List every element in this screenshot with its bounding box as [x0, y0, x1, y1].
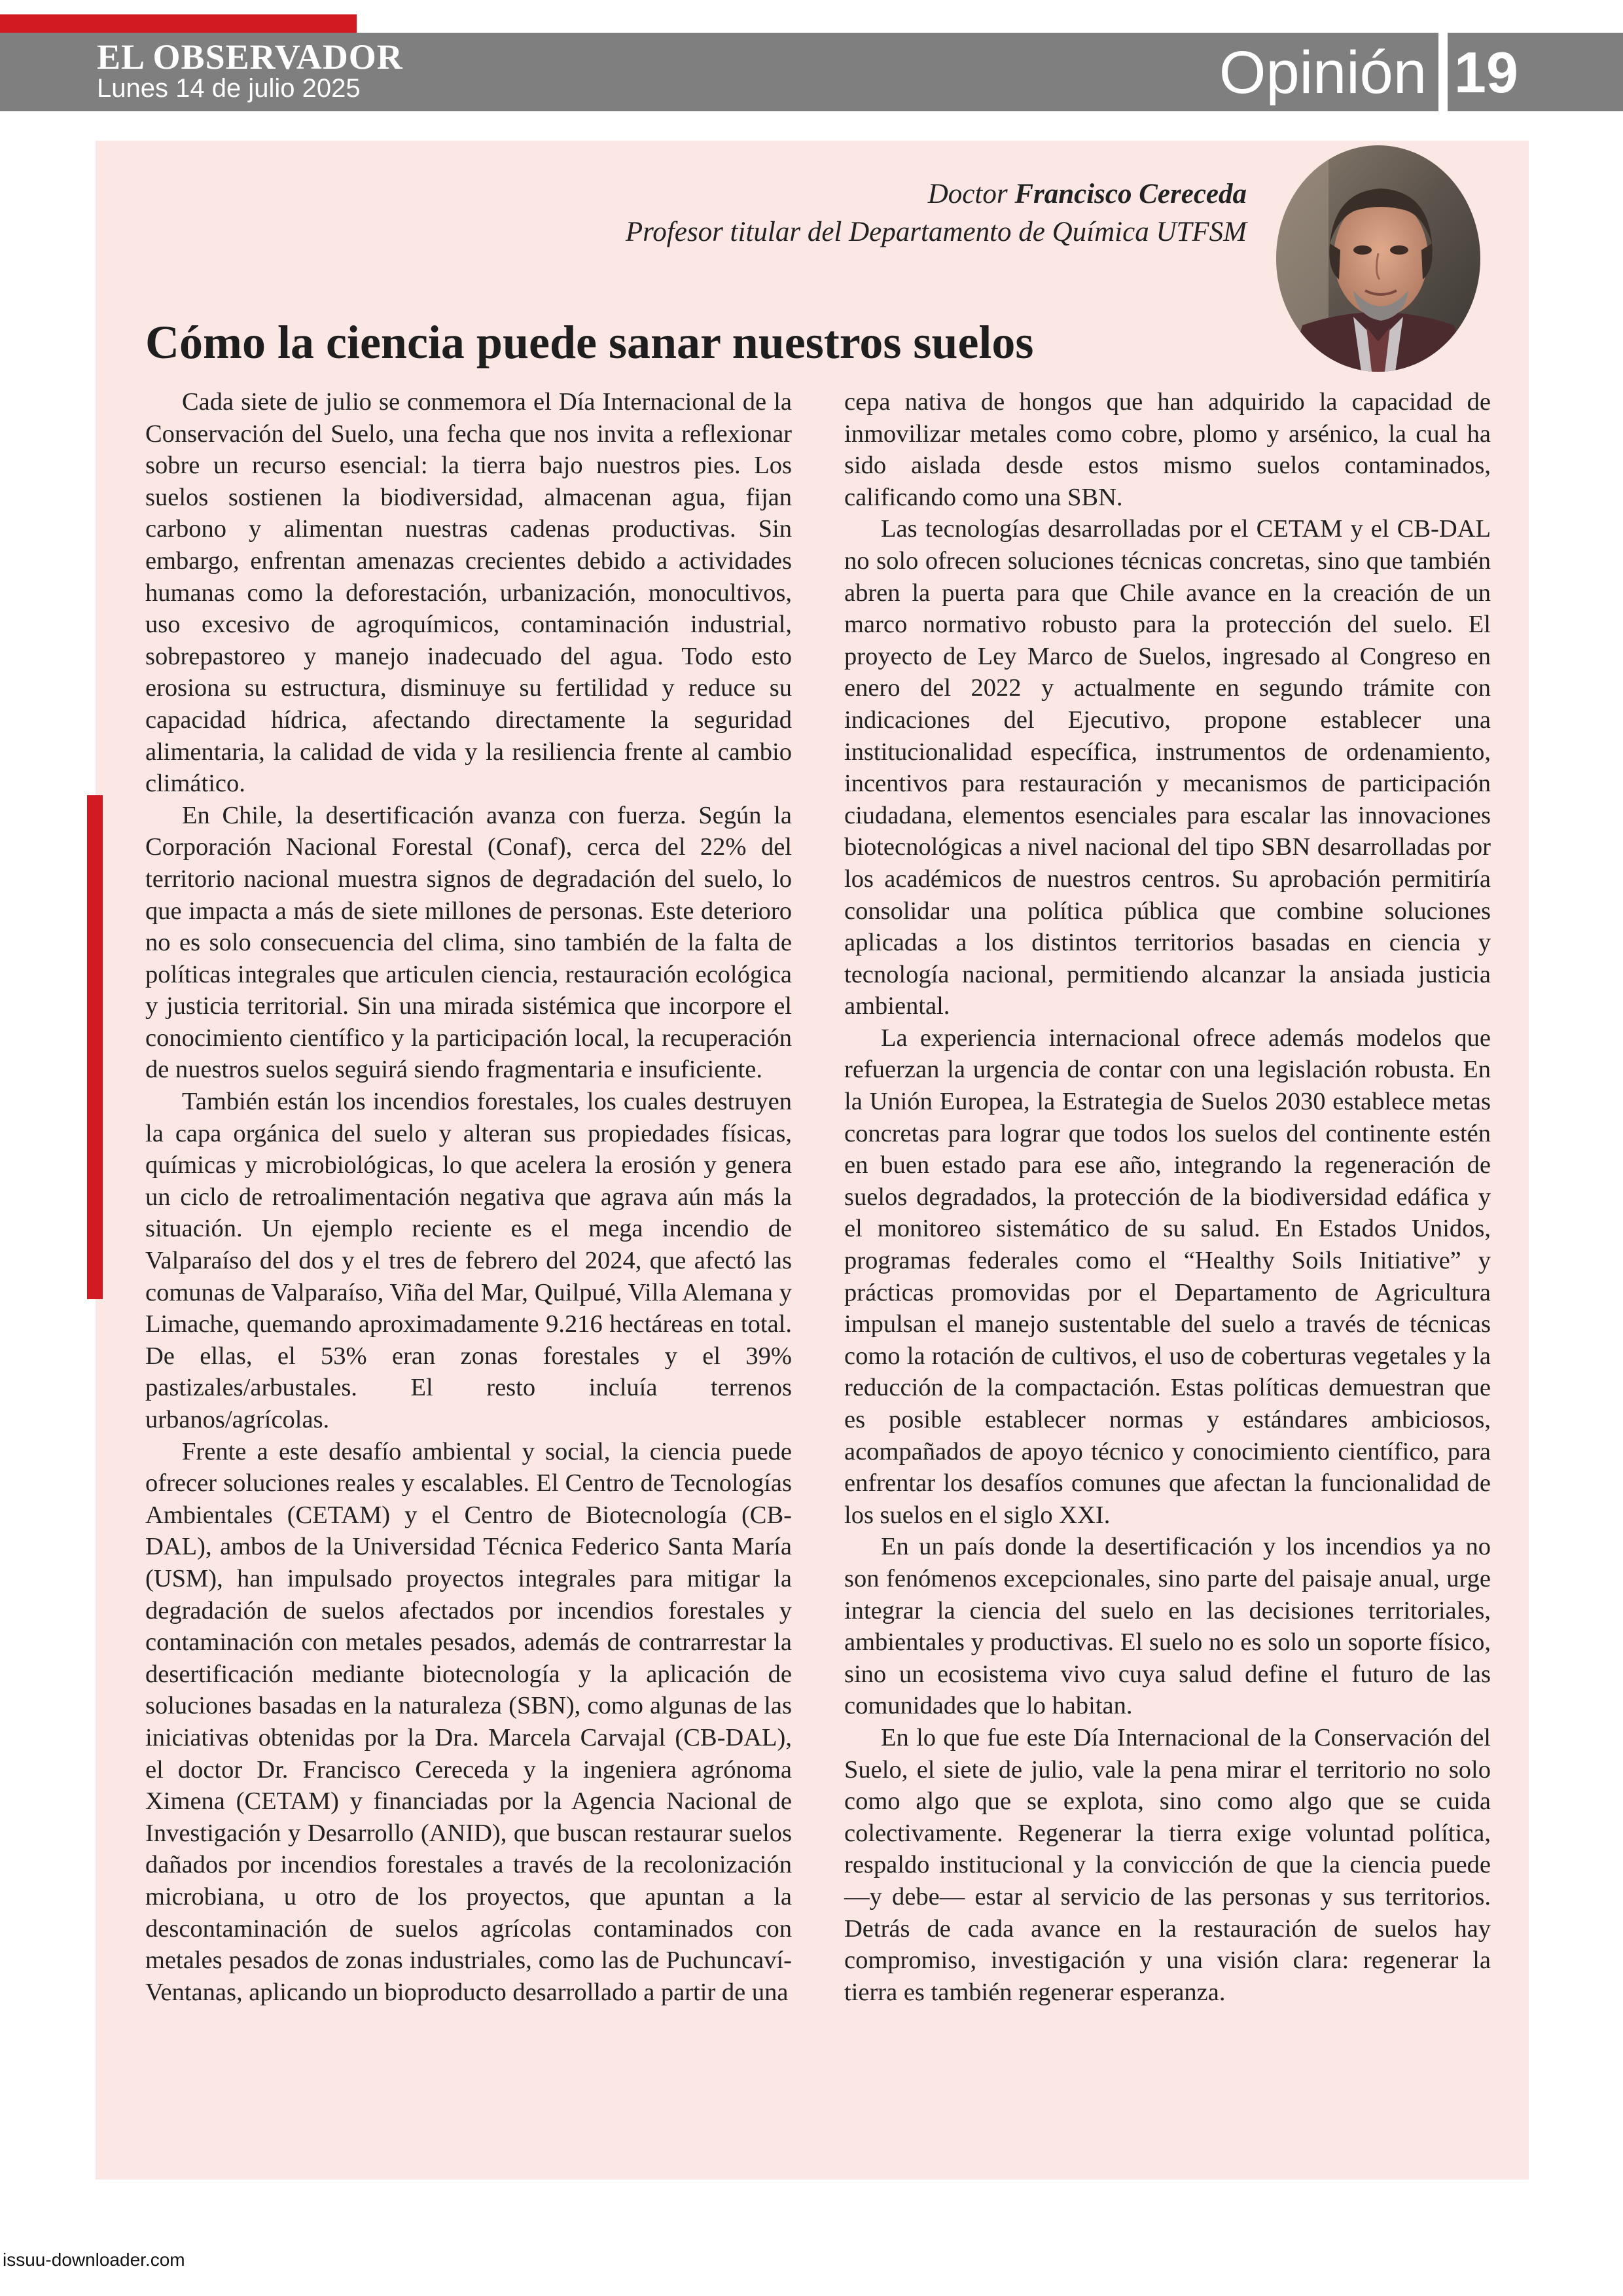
author-portrait-image — [1276, 145, 1480, 372]
author-position: Profesor titular del Departamento de Química UTFSM — [625, 217, 1247, 247]
author-portrait — [1276, 145, 1480, 372]
article-column-left — [145, 386, 792, 2008]
author-name: Francisco Cereceda — [1014, 179, 1247, 209]
article-paragraph: También están los incendios forestales, los cuales destruyen la capa orgánica del suelo y alteran sus propiedades físicas, químicas y microbiológicas, lo que acelera la erosión y genera un ciclo de retroalimentación negativa que agrava aún más la situación. Un ejemplo reciente es el mega incendio de Valparaíso del dos y el tres de febrero del 2024, que afectó las comunas de Valparaíso, Viña del Mar, Quilpué, Villa Alemana y Limache, quemando aproximadamente 9.216 hectáreas en total. De ellas, el 53% eran zonas forestales y el 39% pastizales/arbustales. El resto incluía terrenos urbanos/agrícolas. — [145, 1088, 792, 1433]
section-name: Opinión — [1219, 39, 1427, 106]
article-paragraph: En lo que fue este Día Internacional de la Conservación del Suelo, el siete de julio, vale la pena mirar el territorio no solo como algo que se explota, sino como algo que se cuida colectivamente. Regenerar la tierra exige voluntad política, respaldo institucional y la convicción de que la ciencia puede —y debe— estar al servicio de las personas y sus territorios. Detrás de cada avance en la restauración de suelos hay compromiso, investigación y una visión clara: regenerar la tierra es también regenerar esperanza. — [844, 1723, 1491, 2006]
article-paragraph-continuation: cepa nativa de hongos que han adquirido la capacidad de inmovilizar metales como cobre, plomo y arsénico, la cual ha sido aislada desde estos mismo suelos contaminados, calificando como una SBN. — [844, 388, 1491, 511]
article-paragraph: La experiencia internacional ofrece además modelos que refuerzan la urgencia de contar con una legislación robusta. En la Unión Europea, la Estrategia de Suelos 2030 establece metas concretas para lograr que todos los suelos del continente estén en buen estado para ese año, integrando la regeneración de suelos degradados, la protección de la biodiversidad edáfica y el monitoreo sistemático de su salud. En Estados Unidos, programas federales como el “Healthy Soils Initiative” y prácticas promovidas por el Departamento de Agricultura impulsan el manejo sustentable del suelo a través de técnicas como la rotación de cultivos, el uso de coberturas vegetales y la reducción de la compactación. Estas políticas demuestran que es posible establecer normas y estándares ambiciosos, acompañados de apoyo técnico y conocimiento científico, para enfrentar los desafíos comunes que afectan la funcionalidad de los suelos en el siglo XXI. — [844, 1024, 1491, 1529]
author-prefix: Doctor — [927, 179, 1008, 209]
header-accent-line — [0, 14, 357, 33]
article-headline: Cómo la ciencia puede sanar nuestros suelos — [145, 316, 1034, 368]
source-watermark: issuu-downloader.com — [3, 2250, 185, 2270]
article-paragraph: En Chile, la desertificación avanza con fuerza. Según la Corporación Nacional Forestal (Conaf), cerca del 22% del territorio nacional muestra signos de degradación del suelo, lo que impacta a más de siete millones de personas. Este deterioro no es solo consecuencia del clima, sino también de la falta de políticas integrales que articulen ciencia, restauración ecológica y justicia territorial. Sin una mirada sistémica que incorpore el conocimiento científico y la participación local, la recuperación de nuestros suelos seguirá siendo fragmentaria e insuficiente. — [145, 801, 792, 1084]
article-paragraph: Frente a este desafío ambiental y social, la ciencia puede ofrecer soluciones reales y escalables. El Centro de Tecnologías Ambientales (CETAM) y el Centro de Biotecnología (CB-DAL), ambos de la Universidad Técnica Federico Santa María (USM), han impulsado proyectos integrales para mitigar la degradación de suelos afectados por incendios forestales y contaminación con metales pesados, además de contrarrestar la desertificación mediante biotecnología y la aplicación de soluciones basadas en la naturaleza (SBN), como algunas de las iniciativas obtenidas por la Dra. Marcela Carvajal (CB-DAL), el doctor Dr. Francisco Cereceda y la ingeniera agrónoma Ximena (CETAM) y financiadas por la Agencia Nacional de Investigación y Desarrollo (ANID), que buscan restaurar suelos dañados por incendios forestales a través de la recolonización microbiana, u otro de los proyectos, que apuntan a la descontaminación de suelos agrícolas contaminados con metales pesados de zonas industriales, como las de Puchuncaví-Ventanas, aplicando un bioproducto desarrollado a partir de una — [145, 1437, 792, 2006]
article-column-right — [844, 386, 1491, 2008]
page-number: 19 — [1454, 40, 1518, 105]
author-byline — [626, 175, 1247, 251]
issue-date: Lunes 14 de julio 2025 — [97, 74, 361, 103]
page-number-divider — [1438, 33, 1448, 111]
side-accent-bar — [87, 795, 103, 1299]
article-paragraph: Las tecnologías desarrolladas por el CETAM y el CB-DAL no solo ofrecen soluciones técnicas concretas, sino que también abren la puerta para que Chile avance en la creación de un marco normativo robusto para la protección del suelo. El proyecto de Ley Marco de Suelos, ingresado al Congreso en enero del 2022 y actualmente en segundo trámite con indicaciones del Ejecutivo, propone establecer una institucionalidad específica, instrumentos de ordenamiento, incentivos para restauración y mecanismos de participación ciudadana, elementos esenciales para escalar las innovaciones biotecnológicas a nivel nacional del tipo SBN desarrolladas por los académicos de nuestros centros. Su aprobación permitiría consolidar una política pública que combine soluciones aplicadas a los distintos territorios basadas en ciencia y tecnología nacional, permitiendo alcanzar la ansiada justicia ambiental. — [844, 515, 1491, 1020]
article-paragraph: En un país donde la desertificación y los incendios ya no son fenómenos excepcionales, sino parte del paisaje anual, urge integrar la ciencia del suelo en las decisiones territoriales, ambientales y productivas. El suelo no es solo un soporte físico, sino un ecosistema vivo cuya salud define el futuro de las comunidades que lo habitan. — [844, 1533, 1491, 1720]
article-paragraph: Cada siete de julio se conmemora el Día Internacional de la Conservación del Suelo, una fecha que nos invita a reflexionar sobre un recurso esencial: la tierra bajo nuestros pies. Los suelos sostienen la biodiversidad, almacenan agua, fijan carbono y alimentan nuestras cadenas productivas. Sin embargo, enfrentan amenazas crecientes debido a actividades humanas como la deforestación, urbanización, monocultivos, uso excesivo de agroquímicos, contaminación industrial, sobrepastoreo y manejo inadecuado del agua. Todo esto erosiona su estructura, disminuye su fertilidad y reduce su capacidad hídrica, afectando directamente la seguridad alimentaria, la calidad de vida y la resiliencia frente al cambio climático. — [145, 388, 792, 798]
newspaper-masthead: EL OBSERVADOR — [97, 37, 403, 77]
